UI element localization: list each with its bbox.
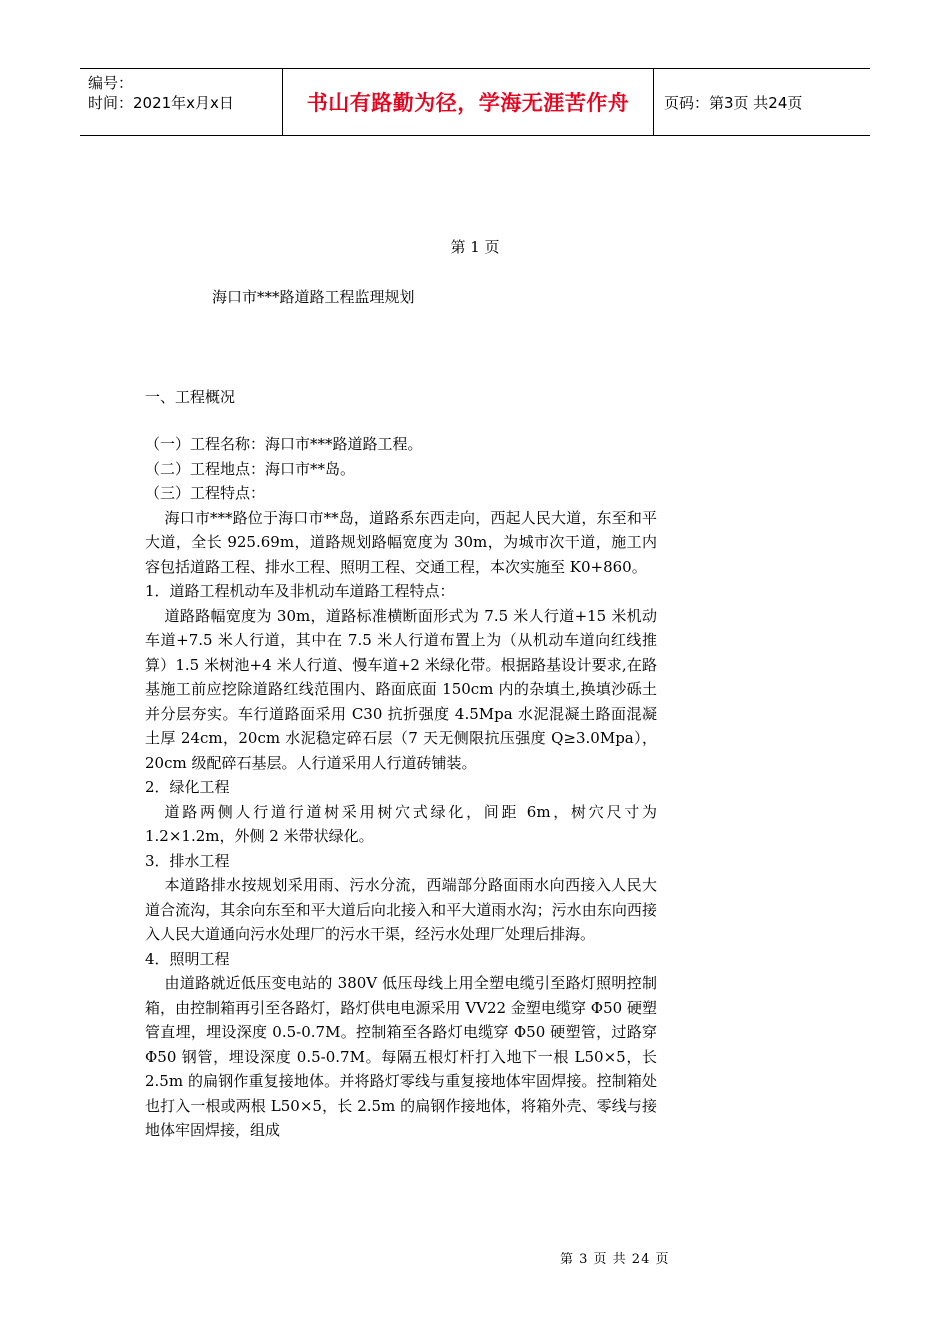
number-label: 编号： <box>88 74 134 92</box>
time-label: 时间：2021年x月x日 <box>88 94 234 112</box>
header-motto: 书山有路勤为径，学海无涯苦作舟 <box>282 69 654 135</box>
paragraph: 道路路幅宽度为 30m，道路标准横断面形式为 7.5 米人行道+15 米机动车道+7.5 米人行道，其中在 7.5 米人行道布置上为（从机动车道向红线推算）1.5 米树池+4 米人行道、慢车道+2 米绿化带。根据路基设计要求,在路基施工前应挖除道路红线范围内、路面底面 150cm 内的杂填土,换填沙砾土并分层夯实。车行道路面采用 C30 抗折强度 4.5Mpa 水泥混凝土路面混凝土厚 24cm，20cm 水泥稳定碎石层（7 天无侧限抗压强度 Q≥3.0Mpa），20cm 级配碎石基层。人行道采用人行道砖铺装。 <box>145 606 657 772</box>
page-footer: 第 3 页 共 24 页 <box>560 1252 670 1267</box>
document-title: 海口市***路道路工程监理规划 <box>212 288 415 306</box>
body-text <box>145 432 657 1143</box>
paragraph: 道路两侧人行道行道树采用树穴式绿化，间距 6m，树穴尺寸为 1.2×1.2m，外侧 2 米带状绿化。 <box>145 802 657 845</box>
paragraph: 由道路就近低压变电站的 380V 低压母线上用全塑电缆引至路灯照明控制箱，由控制箱再引至各路灯，路灯供电电源采用 VV22 金塑电缆穿 Φ50 硬塑管直埋，埋设深度 0.5-0.7M。控制箱至各路灯电缆穿 Φ50 硬塑管，过路穿 Φ50 钢管，埋设深度 0.5-0.7M。每隔五根灯杆打入地下一根 L50×5，长 2.5m 的扁钢作重复接地体。并将路灯零线与重复接地体牢固焊接。控制箱处也打入一根或两根 L50×5，长 2.5m 的扁钢作接地体，将箱外壳、零线与接地体牢固焊接，组成 <box>145 974 657 1139</box>
paragraph: （一）工程名称：海口市***路道路工程。 <box>145 435 423 453</box>
paragraph: 3．排水工程 <box>145 851 230 870</box>
header-page-info: 页码：第3页 共24页 <box>664 93 803 112</box>
header-meta-cell <box>80 69 282 135</box>
paragraph: （三）工程特点： <box>145 484 266 502</box>
paragraph: 1．道路工程机动车及非机动车道路工程特点： <box>145 582 455 600</box>
header-table <box>80 68 870 136</box>
page-marker: 第 1 页 <box>450 238 500 256</box>
paragraph: 海口市***路位于海口市**岛，道路系东西走向，西起人民大道，东至和平大道，全长 925.69m，道路规划路幅宽度为 30m，为城市次干道，施工内容包括道路工程、排水工程、照明工程、交通工程，本次实施至 K0+860。 <box>145 508 657 576</box>
paragraph: 2．绿化工程 <box>145 778 230 796</box>
section-heading: 一、工程概况 <box>145 388 236 406</box>
paragraph: （二）工程地点：海口市**岛。 <box>145 459 356 478</box>
paragraph: 4．照明工程 <box>145 949 230 968</box>
paragraph: 本道路排水按规划采用雨、污水分流，西端部分路面雨水向西接入人民大道合流沟，其余向东至和平大道后向北接入和平大道雨水沟；污水由东向西接入人民大道通向污水处理厂的污水干渠，经污水处理厂处理后排海。 <box>145 876 657 943</box>
